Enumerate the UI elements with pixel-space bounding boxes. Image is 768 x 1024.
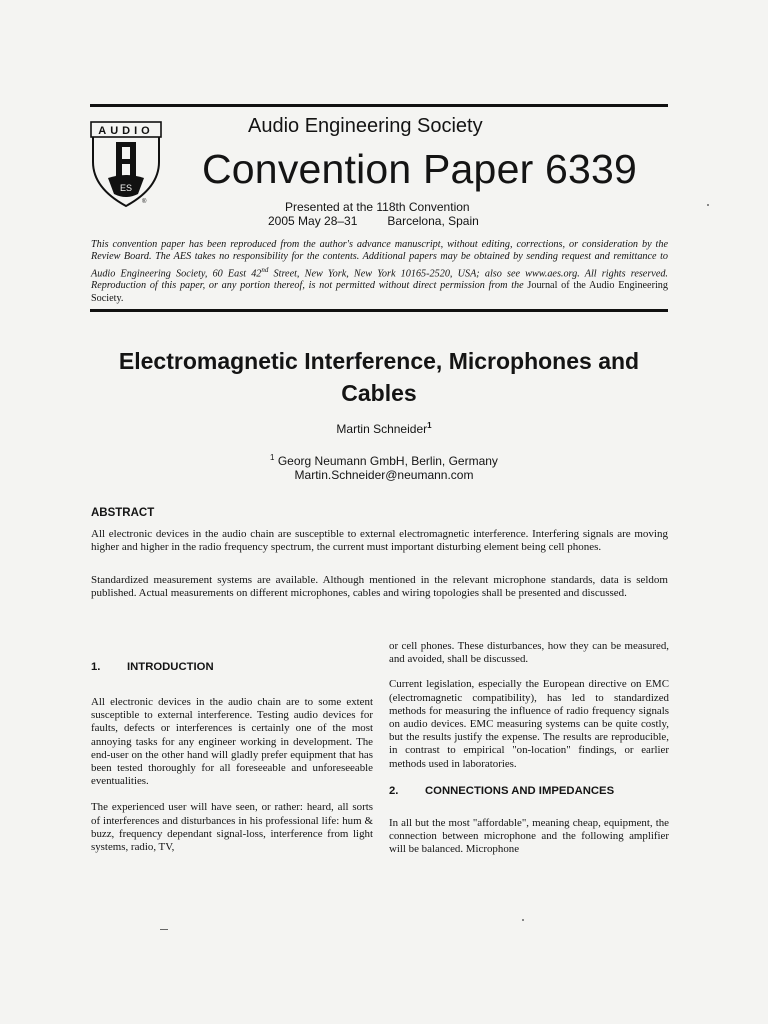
disclaimer-text: [91, 239, 668, 305]
aes-logo-icon: [90, 120, 162, 210]
left-column: [91, 640, 373, 854]
scan-speck: [707, 204, 709, 206]
header-bottom-rule: [90, 309, 668, 312]
abstract-heading: ABSTRACT: [91, 507, 155, 519]
right-column: [389, 640, 669, 856]
right-paragraph-1: or cell phones. These disturbances, how they can be measured, and avoided, shall be discussed.: [389, 640, 669, 666]
presented-line: Presented at the 118th Convention: [285, 200, 470, 214]
author-email: Martin.Schneider@neumann.com: [294, 468, 474, 482]
convention-paper-title: Convention Paper 6339: [202, 146, 638, 192]
abstract-paragraph-1: All electronic devices in the audio chain are susceptible to external electromagnetic interference. Interfering signals are moving higher and higher in the radio frequency spectrum, the current must important disturbing element being cell phones.: [91, 528, 668, 554]
convention-location: Barcelona, Spain: [387, 214, 479, 228]
author-name: Martin Schneider: [336, 422, 428, 436]
abstract-paragraph-2: Standardized measurement systems are available. Although mentioned in the relevant microphone standards, data is seldom published. Actual measurements on different microphones, cables and wiring topologies shall be presented and discussed.: [91, 574, 668, 600]
header-top-rule: [90, 104, 668, 107]
disclaimer-part-b: Street, New York, New York 10165-2520, USA; also see www.aes.org. All rights reserved. Reproduction of this paper, or any portion thereof, is not permitted without direct permission from the: [91, 267, 668, 292]
introduction-title: INTRODUCTION: [127, 661, 214, 673]
connections-title: CONNECTIONS AND IMPEDANCES: [425, 784, 615, 797]
convention-date: 2005 May 28–31: [268, 214, 358, 228]
society-name: Audio Engineering Society: [248, 115, 483, 137]
affiliation-line: [0, 451, 768, 468]
author-mark: 1: [427, 421, 432, 430]
right-paragraph-2: Current legislation, especially the European directive on EMC (electromagnetic compatibility), has led to standardized methods for measuring the influence of radio frequency signals on audio devices. EMC measuring systems can be quite costly, but the results justify the expense. The results are reproducible, in contrast to empirical "on-location" findings, or earlier methods used in laboratories.: [389, 678, 669, 770]
affiliation-block: [0, 451, 768, 482]
connections-paragraph-1: In all but the most "affordable", meaning cheap, equipment, the connection between microphone and the following amplifier will be balanced. Microphone: [389, 816, 669, 856]
disclaimer-journal: Journal of the Audio Engineering Society.: [91, 280, 668, 304]
scan-speck: [522, 919, 524, 921]
disclaimer-superscript: nd: [261, 265, 269, 274]
introduction-heading: [91, 661, 373, 673]
introduction-paragraph-1: All electronic devices in the audio chain are to some extent susceptible to external interference. Testing audio devices for faults, defects or interferences is certainly one of the most annoying tasks for any engineer working in development. The end-user on the other hand will gladly prefer equipment that has been tested thoroughly for all foreseeable and unforeseeable eventualities.: [91, 696, 373, 788]
introduction-number: 1.: [91, 661, 101, 673]
logo-text-bottom: ES: [119, 183, 133, 193]
author-line: [0, 421, 768, 436]
affiliation: Georg Neumann GmbH, Berlin, Germany: [277, 454, 498, 468]
date-location-line: [268, 214, 479, 228]
connections-heading: [389, 785, 669, 797]
svg-text:®: ®: [142, 199, 147, 205]
paper-title: Electromagnetic Interference, Microphones and Cables: [118, 348, 640, 406]
disclaimer-part-a: This convention paper has been reproduced from the author's advance manuscript, without editing, corrections, or consideration by the Review Board. The AES takes no responsibility for the contents. Additional papers may be obtained by sending request and remittance to Audio Engineering Society, 60 East 42: [91, 239, 668, 279]
scan-speck: [160, 929, 168, 930]
affiliation-mark: 1: [270, 453, 275, 462]
connections-number: 2.: [389, 784, 399, 797]
logo-text-top: AUDIO: [98, 125, 154, 137]
introduction-paragraph-2: The experienced user will have seen, or rather: heard, all sorts of interferences and disturbances in his professional life: hum & buzz, frequency dependant signal-loss, interference from light systems, radio, TV,: [91, 801, 373, 854]
